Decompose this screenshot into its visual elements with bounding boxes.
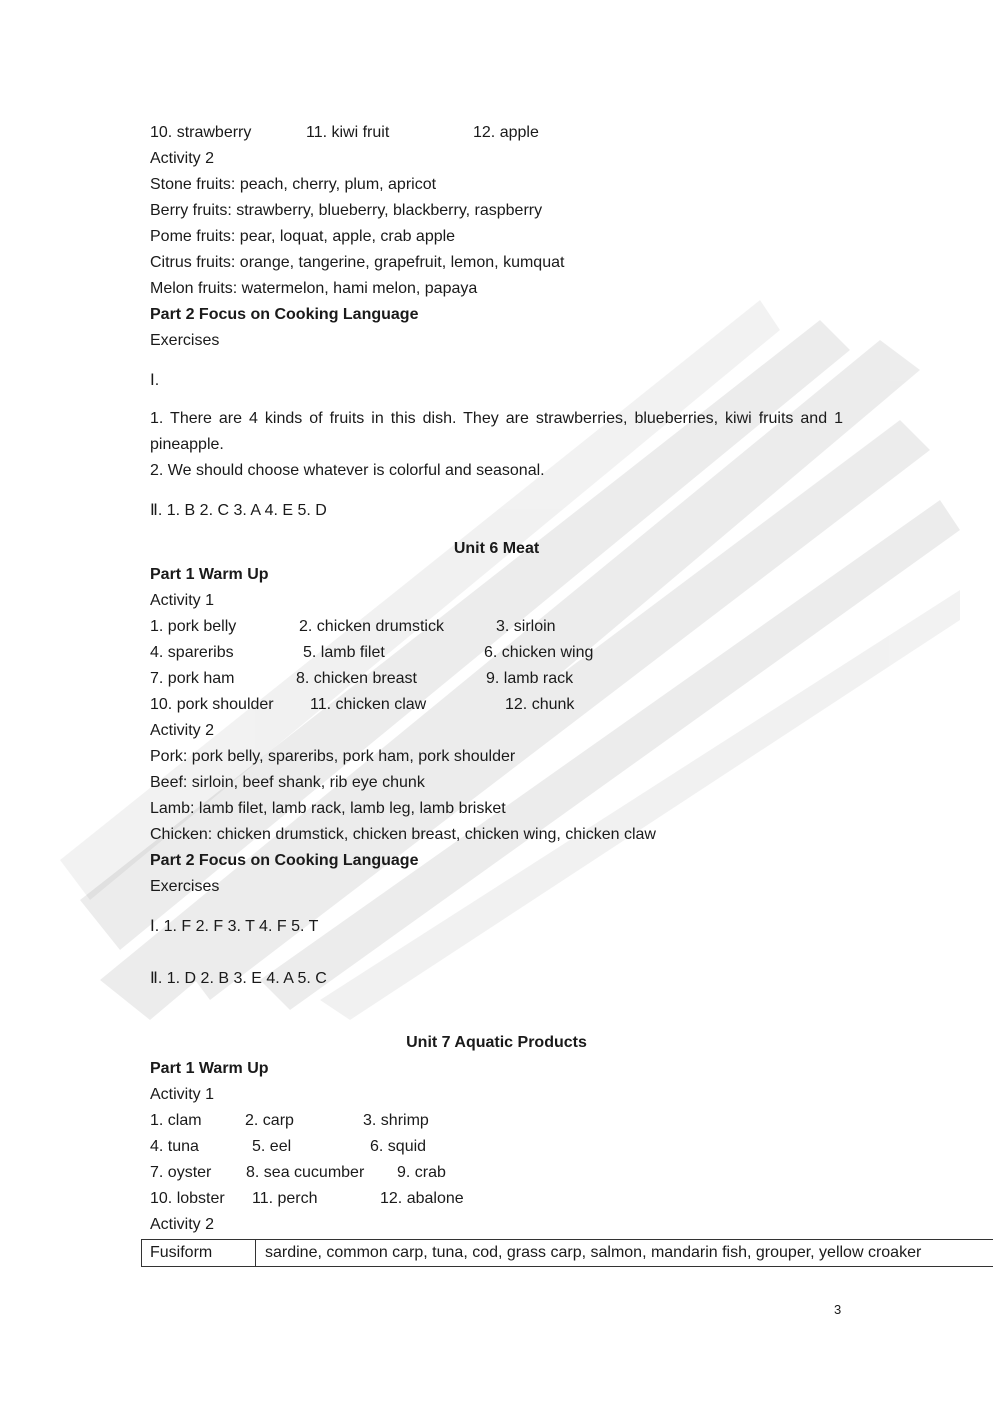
category-line: Pork: pork belly, spareribs, pork ham, pork shoulder xyxy=(150,748,516,765)
table-items-cell: sardine, common carp, tuna, cod, grass carp, salmon, mandarin fish, grouper, yellow croaker xyxy=(265,1244,922,1261)
part-heading: Part 1 Warm Up xyxy=(150,566,269,583)
aquatic-item: 9. crab xyxy=(397,1164,446,1181)
meat-item: 7. pork ham xyxy=(150,670,235,687)
category-line: Melon fruits: watermelon, hami melon, papaya xyxy=(150,280,478,297)
meat-item: 11. chicken claw xyxy=(310,696,427,713)
aquatic-item: 6. squid xyxy=(370,1138,427,1155)
unit-title: Unit 6 Meat xyxy=(453,540,540,557)
answer-paragraph: 1. There are 4 kinds of fruits in this dish. They are strawberries, blueberries, kiwi fruits and 1 pineapple. xyxy=(150,410,843,453)
category-line: Beef: sirloin, beef shank, rib eye chunk xyxy=(150,774,425,791)
activity-heading: Activity 2 xyxy=(150,722,215,739)
meat-item: 3. sirloin xyxy=(496,618,556,635)
aquatic-item: 8. sea cucumber xyxy=(246,1164,365,1181)
meat-item: 10. pork shoulder xyxy=(150,696,274,713)
aquatic-item: 4. tuna xyxy=(150,1138,199,1155)
category-line: Chicken: chicken drumstick, chicken breast, chicken wing, chicken claw xyxy=(150,826,656,843)
table-category-cell: Fusiform xyxy=(142,1240,256,1266)
category-line: Lamb: lamb filet, lamb rack, lamb leg, lamb brisket xyxy=(150,800,506,817)
activity-heading: Activity 1 xyxy=(150,592,215,609)
meat-item: 9. lamb rack xyxy=(486,670,574,687)
category-line: Pome fruits: pear, loquat, apple, crab apple xyxy=(150,228,456,245)
page-number: 3 xyxy=(834,1302,842,1317)
meat-item: 2. chicken drumstick xyxy=(299,618,444,635)
classification-table xyxy=(141,1239,993,1267)
exercise-roman-one: Ⅰ. 1. F 2. F 3. T 4. F 5. T xyxy=(150,918,319,935)
part-heading: Part 2 Focus on Cooking Language xyxy=(150,852,419,869)
aquatic-item: 1. clam xyxy=(150,1112,202,1129)
category-line: Berry fruits: strawberry, blueberry, blackberry, raspberry xyxy=(150,202,543,219)
meat-item: 5. lamb filet xyxy=(303,644,385,661)
exercises-heading: Exercises xyxy=(150,878,220,895)
aquatic-item: 10. lobster xyxy=(150,1190,225,1207)
fruit-item: 10. strawberry xyxy=(150,124,252,141)
category-line: Stone fruits: peach, cherry, plum, apricot xyxy=(150,176,437,193)
meat-item: 6. chicken wing xyxy=(484,644,594,661)
unit-title: Unit 7 Aquatic Products xyxy=(406,1034,587,1051)
fruit-item: 11. kiwi fruit xyxy=(306,124,390,141)
meat-item: 12. chunk xyxy=(505,696,575,713)
activity-heading: Activity 2 xyxy=(150,150,215,167)
fruit-item: 12. apple xyxy=(473,124,539,141)
meat-item: 4. spareribs xyxy=(150,644,234,661)
aquatic-item: 5. eel xyxy=(252,1138,292,1155)
aquatic-item: 3. shrimp xyxy=(363,1112,429,1129)
activity-heading: Activity 1 xyxy=(150,1086,215,1103)
exercise-roman-two: Ⅱ. 1. B 2. C 3. A 4. E 5. D xyxy=(150,502,327,519)
exercise-roman-one: Ⅰ. xyxy=(150,372,160,389)
aquatic-item: 11. perch xyxy=(252,1190,318,1207)
exercise-roman-two: Ⅱ. 1. D 2. B 3. E 4. A 5. C xyxy=(150,970,327,987)
category-line: Citrus fruits: orange, tangerine, grapefruit, lemon, kumquat xyxy=(150,254,565,271)
aquatic-item: 7. oyster xyxy=(150,1164,212,1181)
aquatic-item: 2. carp xyxy=(245,1112,294,1129)
meat-item: 1. pork belly xyxy=(150,618,237,635)
exercises-heading: Exercises xyxy=(150,332,220,349)
part-heading: Part 2 Focus on Cooking Language xyxy=(150,306,419,323)
activity-heading: Activity 2 xyxy=(150,1216,215,1233)
meat-item: 8. chicken breast xyxy=(296,670,417,687)
aquatic-item: 12. abalone xyxy=(380,1190,464,1207)
part-heading: Part 1 Warm Up xyxy=(150,1060,269,1077)
answer-paragraph: 2. We should choose whatever is colorful and seasonal. xyxy=(150,462,545,479)
